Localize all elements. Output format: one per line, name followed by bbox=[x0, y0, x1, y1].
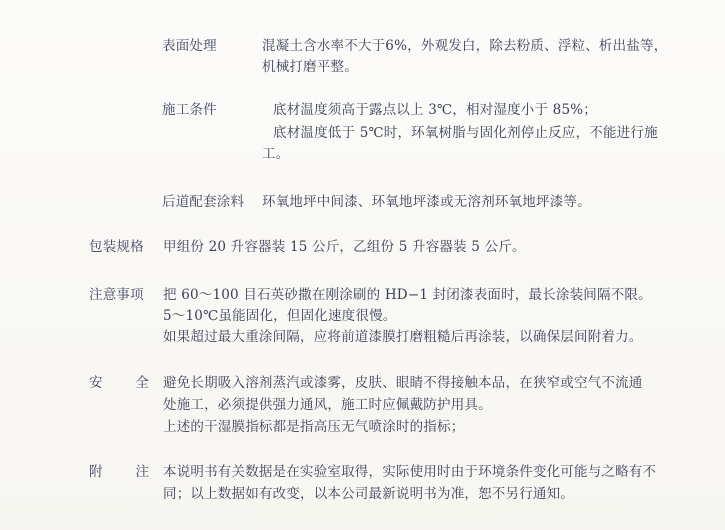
topcoat-line-1: 环氧地坪中间漆、环氧地坪漆或无溶剂环氧地坪漆等。 bbox=[262, 194, 591, 210]
application-conditions-line-3: 工。 bbox=[262, 146, 290, 162]
safety-line-3: 上述的干湿膜指标都是指高压无气喷涂时的指标； bbox=[163, 419, 465, 435]
remarks-line-1: 本说明书有关数据是在实验室取得，实际使用时由于环境条件变化可能与之略有不 bbox=[163, 464, 657, 480]
application-conditions-line-1: 底材温度须高于露点以上 3℃，相对湿度小于 85%； bbox=[273, 102, 597, 118]
safety-label: 安全 bbox=[89, 375, 182, 391]
packaging-line-1: 甲组份 20 升容器装 15 公斤，乙组份 5 升容器装 5 公斤。 bbox=[163, 239, 526, 255]
remarks-label: 附注 bbox=[89, 464, 182, 480]
packaging-label: 包装规格 bbox=[89, 239, 144, 255]
notes-label: 注意事项 bbox=[89, 287, 144, 303]
surface-treatment-line-1: 混凝土含水率不大于6%，外观发白，除去粉质、浮粒、析出盐等， bbox=[262, 38, 668, 54]
notes-line-3: 如果超过最大重涂间隔，应将前道漆膜打磨粗糙后再涂装，以确保层间附着力。 bbox=[163, 329, 643, 345]
safety-line-1: 避免长期吸入溶剂蒸汽或漆雾，皮肤、眼睛不得接触本品，在狭窄或空气不流通 bbox=[163, 375, 643, 391]
application-conditions-label: 施工条件 bbox=[162, 102, 217, 118]
notes-line-2: 5～10℃虽能固化，但固化速度很慢。 bbox=[163, 308, 397, 324]
application-conditions-line-2: 底材温度低于 5℃时，环氧树脂与固化剂停止反应，不能进行施 bbox=[273, 125, 658, 141]
surface-treatment-label: 表面处理 bbox=[162, 38, 217, 54]
remarks-line-2: 同；以上数据如有改变，以本公司最新说明书为准，恕不另行通知。 bbox=[163, 486, 574, 502]
topcoat-label: 后道配套涂料 bbox=[162, 194, 245, 210]
safety-line-2: 处施工，必须提供强力通风，施工时应佩戴防护用具。 bbox=[163, 397, 492, 413]
surface-treatment-line-2: 机械打磨平整。 bbox=[262, 59, 358, 75]
notes-line-1: 把 60～100 目石英砂撒在刚涂刷的 HD−1 封闭漆表面时，最长涂装间隔不限。 bbox=[163, 287, 652, 303]
